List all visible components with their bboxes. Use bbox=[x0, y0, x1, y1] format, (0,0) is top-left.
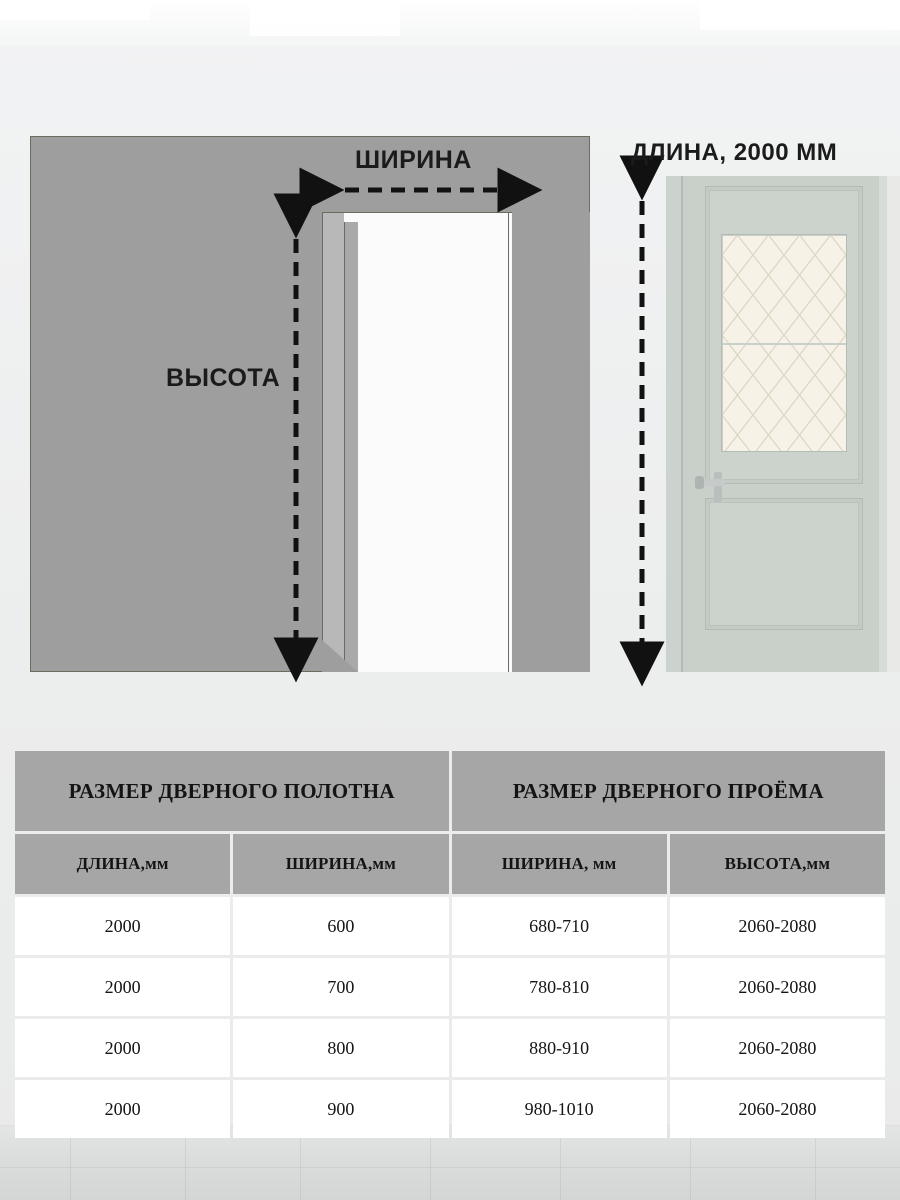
cell-leaf-length: 2000 bbox=[15, 958, 230, 1016]
cell-opening-width: 980-1010 bbox=[452, 1080, 667, 1138]
column-header-leaf-width: ШИРИНА,мм bbox=[233, 834, 448, 894]
door-leaf bbox=[682, 176, 887, 672]
cell-leaf-width: 800 bbox=[233, 1019, 448, 1077]
column-header-opening-width: ШИРИНА, мм bbox=[452, 834, 667, 894]
doorway-jamb-left bbox=[322, 212, 344, 672]
cell-leaf-width: 900 bbox=[233, 1080, 448, 1138]
doorway-wall-right-segment bbox=[512, 212, 590, 672]
ceiling-beam-right bbox=[700, 0, 900, 30]
cell-opening-height: 2060-2080 bbox=[670, 1019, 885, 1077]
cell-leaf-width: 700 bbox=[233, 958, 448, 1016]
doorway-jamb-left-inner bbox=[344, 222, 358, 672]
door-handle-plate bbox=[714, 472, 722, 502]
door-panel-bottom bbox=[705, 498, 863, 630]
specs-table bbox=[12, 748, 888, 1141]
table-row bbox=[15, 958, 885, 1016]
table-group-header-row bbox=[15, 751, 885, 831]
door-frame-left bbox=[666, 176, 682, 672]
label-height: ВЫСОТА bbox=[166, 364, 281, 392]
table-row bbox=[15, 897, 885, 955]
floor-seam bbox=[0, 1167, 900, 1168]
door-glass-insert bbox=[721, 234, 847, 452]
table-row bbox=[15, 1080, 885, 1138]
cell-leaf-length: 2000 bbox=[15, 1019, 230, 1077]
cell-leaf-length: 2000 bbox=[15, 1080, 230, 1138]
cell-leaf-length: 2000 bbox=[15, 897, 230, 955]
specs-table-wrapper bbox=[12, 748, 888, 1141]
column-header-leaf-length: ДЛИНА,мм bbox=[15, 834, 230, 894]
cell-opening-width: 680-710 bbox=[452, 897, 667, 955]
cell-opening-width: 880-910 bbox=[452, 1019, 667, 1077]
cell-opening-height: 2060-2080 bbox=[670, 897, 885, 955]
column-header-opening-height: ВЫСОТА,мм bbox=[670, 834, 885, 894]
table-column-header-row bbox=[15, 834, 885, 894]
group-header-door-opening: РАЗМЕР ДВЕРНОГО ПРОЁМА bbox=[452, 751, 886, 831]
ceiling-beam-left bbox=[0, 0, 150, 20]
label-width: ШИРИНА bbox=[355, 146, 472, 174]
door-wall-right bbox=[887, 176, 900, 672]
cell-opening-height: 2060-2080 bbox=[670, 958, 885, 1016]
table-row bbox=[15, 1019, 885, 1077]
ceiling-beam-mid bbox=[250, 0, 400, 36]
cell-leaf-width: 600 bbox=[233, 897, 448, 955]
group-header-door-leaf: РАЗМЕР ДВЕРНОГО ПОЛОТНА bbox=[15, 751, 449, 831]
label-length: ДЛИНА, 2000 ММ bbox=[631, 139, 838, 166]
specs-table-body bbox=[15, 897, 885, 1138]
door-handle-knob bbox=[695, 476, 704, 489]
door-illustration bbox=[666, 176, 900, 672]
cell-opening-width: 780-810 bbox=[452, 958, 667, 1016]
cell-opening-height: 2060-2080 bbox=[670, 1080, 885, 1138]
doorway-lintel bbox=[322, 212, 512, 222]
